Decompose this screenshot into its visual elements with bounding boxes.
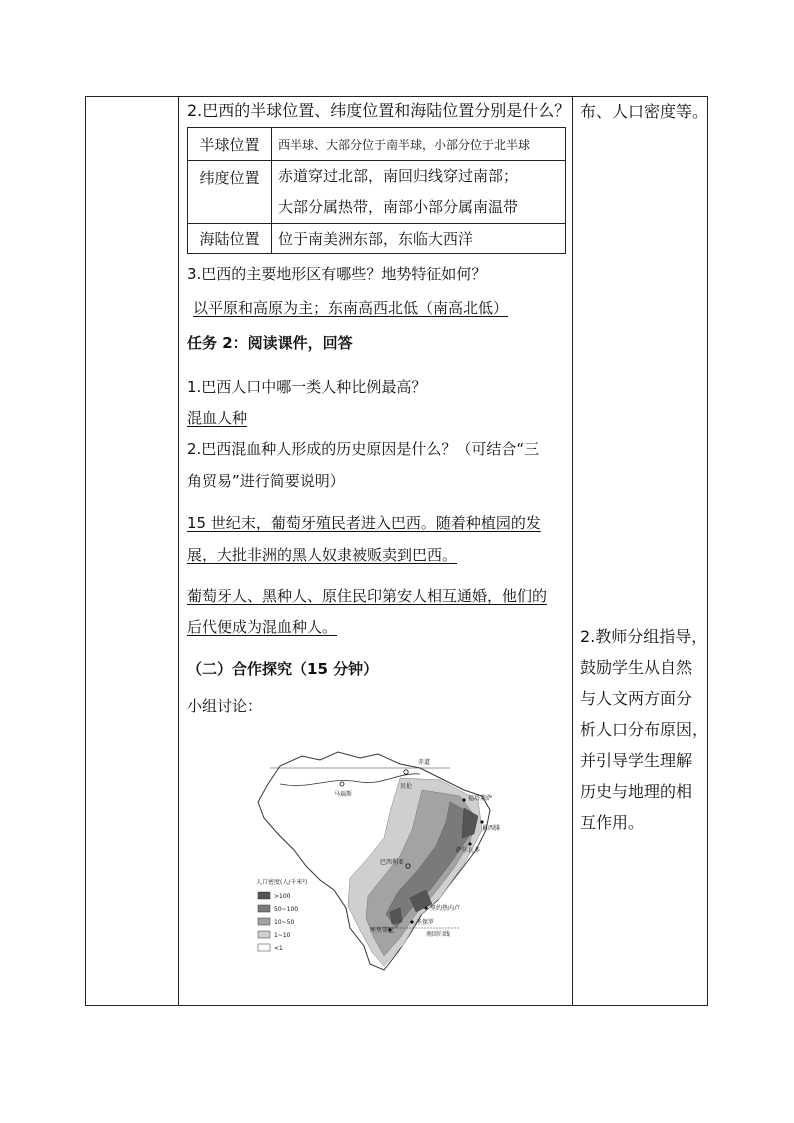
map-legend	[256, 878, 307, 952]
note-line: 互作用。	[580, 813, 645, 832]
table-row	[188, 224, 566, 254]
right-top-text: 布、人口密度等。	[580, 102, 709, 121]
note-line: 鼓励学生从自然	[580, 658, 693, 677]
svg-text:<1: <1	[274, 945, 283, 952]
task-2-answer-2-line-1: 15 世纪末，葡萄牙殖民者进入巴西。随着种植园的发	[187, 514, 541, 532]
tropic-label: 南回归线	[426, 931, 451, 938]
row-value: 赤道穿过北部，南回归线穿过南部； 大部分属热带，南部小部分属南温带	[272, 161, 566, 224]
teacher-note	[580, 621, 708, 838]
task-2-question-2-line-1: 2.巴西混血种人形成的历史原因是什么？（可结合“三	[187, 440, 540, 458]
row-label: 纬度位置	[188, 161, 272, 224]
task-2-answer-3-line-2: 后代便成为混血种人。	[187, 618, 338, 636]
equator-label: 赤道	[418, 759, 431, 766]
question-2: 2.巴西的半球位置、纬度位置和海陆位置分别是什么？	[187, 101, 571, 120]
task-2-answer-1: 混血人种	[187, 409, 248, 427]
column-divider-right	[572, 97, 573, 1005]
coop-heading: （二）合作探究（15 分钟）	[187, 660, 379, 678]
svg-text:累西腓: 累西腓	[482, 825, 501, 832]
question-3: 3.巴西的主要地形区有哪些？地势特征如何？	[187, 265, 487, 283]
task-2-question-2-line-2: 角贸易”进行简要说明）	[187, 472, 345, 490]
answer-3: 以平原和高原为主；东南高西北低（南高北低）	[193, 299, 509, 317]
row-label: 海陆位置	[188, 224, 272, 254]
svg-text:福塔莱萨: 福塔莱萨	[468, 795, 493, 802]
task-2-question-1: 1.巴西人口中哪一类人种比例最高？	[187, 378, 427, 396]
task-2-answer-3-line-1: 葡萄牙人、黑种人、原住民印第安人相互通婚，他们的	[187, 587, 548, 605]
svg-text:里约热内卢: 里约热内卢	[430, 905, 461, 912]
brazil-population-map	[250, 738, 510, 978]
row-label: 半球位置	[188, 128, 272, 161]
discussion-label: 小组讨论：	[187, 697, 263, 715]
row-value: 位于南美洲东部，东临大西洋	[272, 224, 566, 254]
note-line: 并引导学生理解	[580, 751, 693, 770]
legend-title: 人口密度(人/千米²)	[256, 879, 308, 886]
svg-text:圣保罗: 圣保罗	[416, 919, 435, 926]
svg-text:库里蒂巴: 库里蒂巴	[370, 927, 395, 934]
table-row	[188, 128, 566, 161]
note-line: 历史与地理的相	[580, 782, 693, 801]
location-table	[187, 127, 566, 254]
row-value: 西半球、大部分位于南半球，小部分位于北半球	[272, 128, 566, 161]
svg-text:50~100: 50~100	[274, 906, 299, 913]
svg-text:马瑙斯: 马瑙斯	[334, 791, 353, 798]
svg-text:巴西利亚: 巴西利亚	[380, 859, 405, 866]
note-line: 析人口分布原因，	[580, 720, 709, 739]
svg-text:10~50: 10~50	[274, 919, 295, 926]
task-2-answer-2-line-2: 展，大批非洲的黑人奴隶被贩卖到巴西。	[187, 546, 458, 564]
note-line: 与人文两方面分	[580, 689, 693, 708]
note-line: 2.教师分组指导，	[580, 627, 708, 646]
table-row	[188, 161, 566, 224]
svg-text:贝伦: 贝伦	[400, 783, 413, 790]
task-2-heading: 任务 2：阅读课件，回答	[187, 334, 353, 352]
column-divider-left	[178, 97, 179, 1005]
svg-text:>100: >100	[274, 893, 291, 900]
svg-text:萨尔瓦多: 萨尔瓦多	[456, 847, 481, 854]
svg-text:1~10: 1~10	[274, 932, 291, 939]
